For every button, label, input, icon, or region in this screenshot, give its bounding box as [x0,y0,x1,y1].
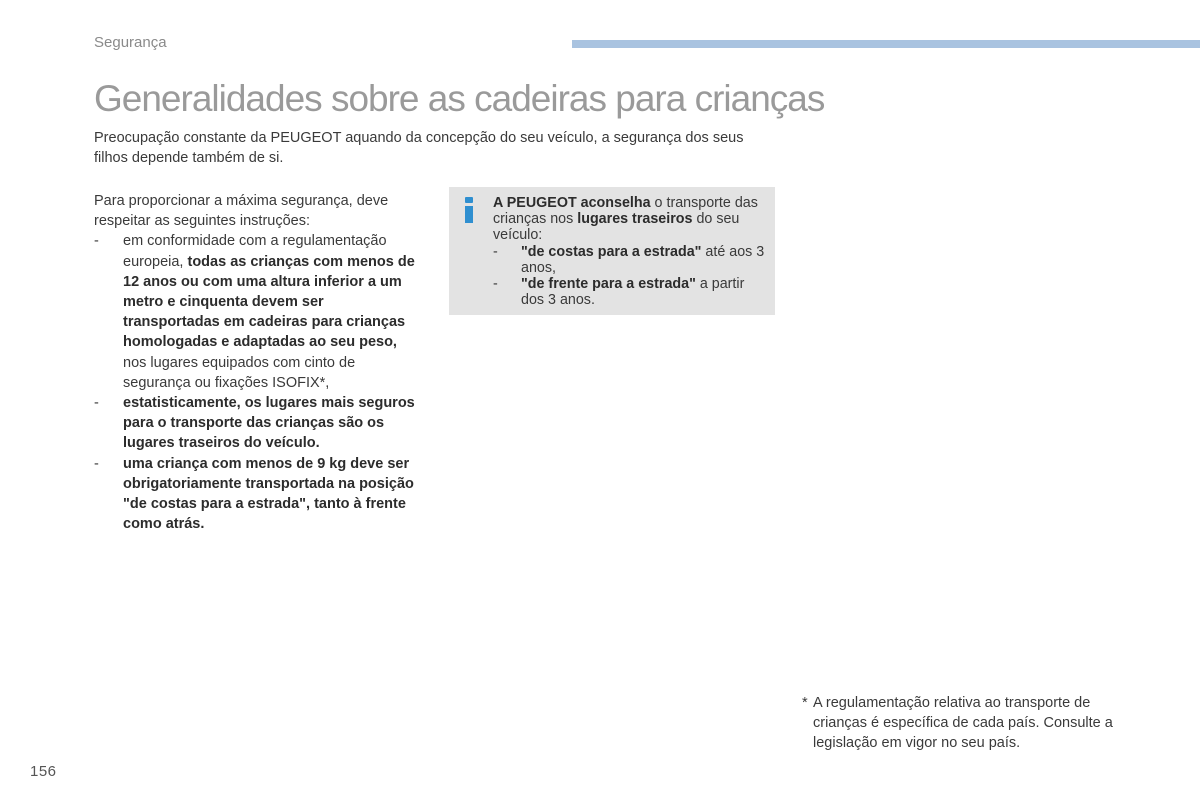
header-accent-bar [572,40,1200,48]
footnote-star: * [802,695,808,711]
list-dash: - [493,276,498,293]
list-item [493,244,767,276]
item-bold-text: uma criança com menos de 9 kg deve ser obrigatoriamente transportada na posição "de costas para a estrada", tanto à frente como atrás. [123,455,414,533]
item-bold-text: estatisticamente, os lugares mais seguros para o transporte das crianças são os lugares traseiros do veículo. [123,395,415,452]
info-text: do seu veículo: [493,211,740,244]
instructions-column [94,191,424,534]
list-item [94,393,424,454]
item-text: em conformidade com a regulamentação europeia, [123,233,387,270]
list-dash: - [94,395,99,412]
list-item [94,231,424,393]
info-bold-text: "de frente para a estrada" [521,276,696,293]
item-text: nos lugares equipados com cinto de segurança ou fixações ISOFIX*, [123,354,356,391]
info-text: até aos 3 anos, [521,243,765,276]
list-item [94,454,424,535]
footnote [802,693,1142,754]
info-bold-text: lugares traseiros [577,211,693,228]
footnote-text: A regulamentação relativa ao transporte de crianças é específica de cada país. Consulte a legislação em vigor no seu país. [813,695,1113,752]
info-box [449,187,775,315]
list-dash: - [94,455,99,472]
page-title: Generalidades sobre as cadeiras para crianças [94,78,825,119]
info-lead [493,195,767,244]
list-dash: - [94,233,99,250]
list-dash: - [493,243,498,260]
info-icon [463,197,475,223]
page-number: 156 [30,763,57,780]
instructions-list [94,231,424,534]
info-bold-text: A PEUGEOT aconselha [493,195,651,211]
section-label: Segurança [94,34,167,51]
list-item [493,276,767,308]
item-bold-text: todas as crianças com menos de 12 anos ou com uma altura inferior a um metro e cinquenta devem ser transportadas em cadeiras para crianças homologadas e adaptadas ao seu peso, [123,253,415,351]
info-bold-text: "de costas para a estrada" [521,243,702,260]
info-list [493,244,767,309]
intro-paragraph: Preocupação constante da PEUGEOT aquando da concepção do seu veículo, a segurança dos seus filhos depende também de si. [94,130,744,166]
info-text: o transporte das crianças nos [493,195,758,228]
info-text: a partir dos 3 anos. [521,276,745,309]
instructions-lead: Para proporcionar a máxima segurança, deve respeitar as seguintes instruções: [94,193,389,230]
